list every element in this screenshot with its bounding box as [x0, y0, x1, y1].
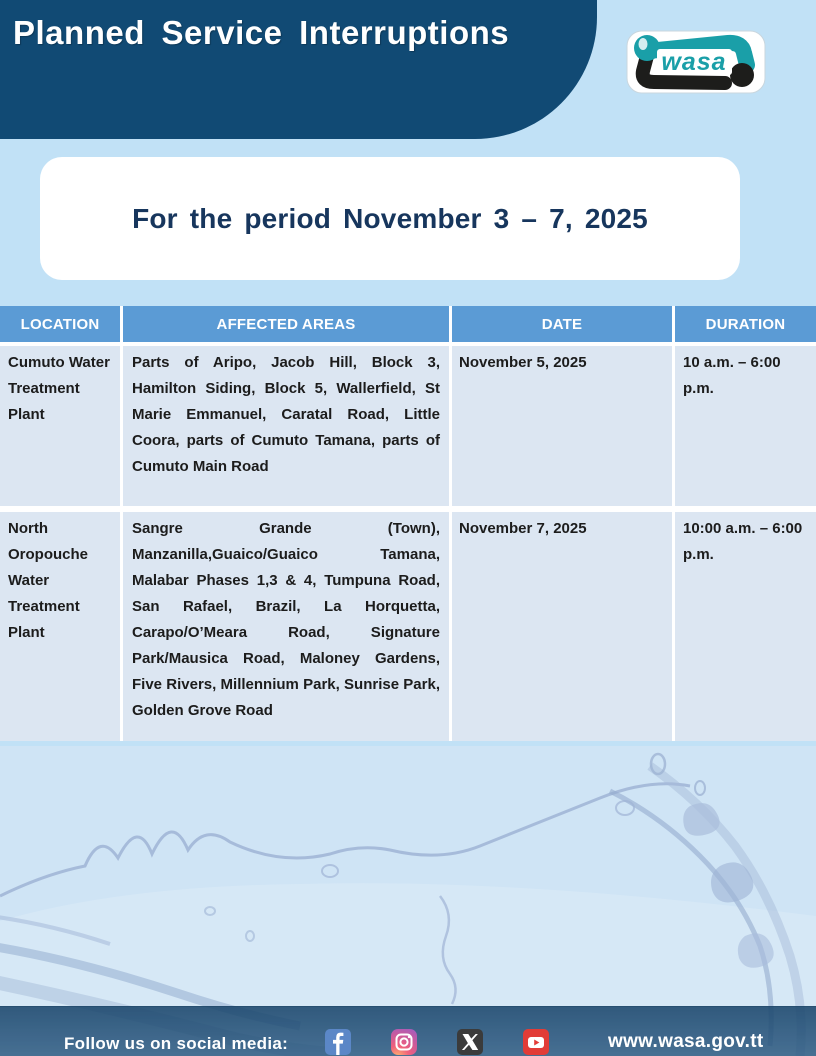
- instagram-icon[interactable]: [391, 1029, 417, 1055]
- cell-duration: 10 a.m. – 6:00 p.m.: [675, 346, 816, 506]
- cell-affected-areas: Parts of Aripo, Jacob Hill, Block 3, Hamilton Siding, Block 5, Wallerfield, St Marie Emmanuel, Caratal Road, Little Coora, parts of Cumuto Tamana, parts of Cumuto Main Road: [123, 346, 449, 506]
- wasa-logo-icon: [626, 26, 769, 99]
- youtube-icon[interactable]: [523, 1029, 549, 1055]
- cell-location: Cumuto Water Treatment Plant: [0, 346, 120, 506]
- period-text: For the period November 3 – 7, 2025: [132, 202, 648, 234]
- cell-duration: 10:00 a.m. – 6:00 p.m.: [675, 512, 816, 741]
- interruptions-table: [0, 306, 816, 741]
- cell-location: North Oropouche Water Treatment Plant: [0, 512, 120, 741]
- wasa-logo: [626, 26, 769, 99]
- facebook-icon[interactable]: [325, 1029, 351, 1055]
- column-header-duration: DURATION: [675, 306, 816, 342]
- x-icon[interactable]: [457, 1029, 483, 1055]
- cell-date: November 7, 2025: [452, 512, 672, 741]
- column-header-location: LOCATION: [0, 306, 120, 342]
- period-banner: [40, 157, 740, 280]
- column-header-affected-areas: AFFECTED AREAS: [123, 306, 449, 342]
- cell-date: November 5, 2025: [452, 346, 672, 506]
- table-header-row: [0, 306, 816, 342]
- website-link[interactable]: www.wasa.gov.tt: [608, 1031, 764, 1052]
- svg-text:wasa: wasa: [661, 48, 727, 76]
- table-row: [0, 346, 816, 506]
- table-row: [0, 512, 816, 741]
- column-header-date: DATE: [452, 306, 672, 342]
- follow-us-label: Follow us on social media:: [64, 1034, 289, 1053]
- page-title: Planned Service Interruptions: [13, 14, 510, 51]
- cell-affected-areas: Sangre Grande (Town), Manzanilla,Guaico/Guaico Tamana, Malabar Phases 1,3 & 4, Tumpuna Road, San Rafael, Brazil, La Horquetta, Carapo/O’Meara Road, Signature Park/Mausica Road, Maloney Gardens, Five Rivers, Millennium Park, Sunrise Park, Golden Grove Road: [123, 512, 449, 741]
- header-bar: [0, 0, 597, 139]
